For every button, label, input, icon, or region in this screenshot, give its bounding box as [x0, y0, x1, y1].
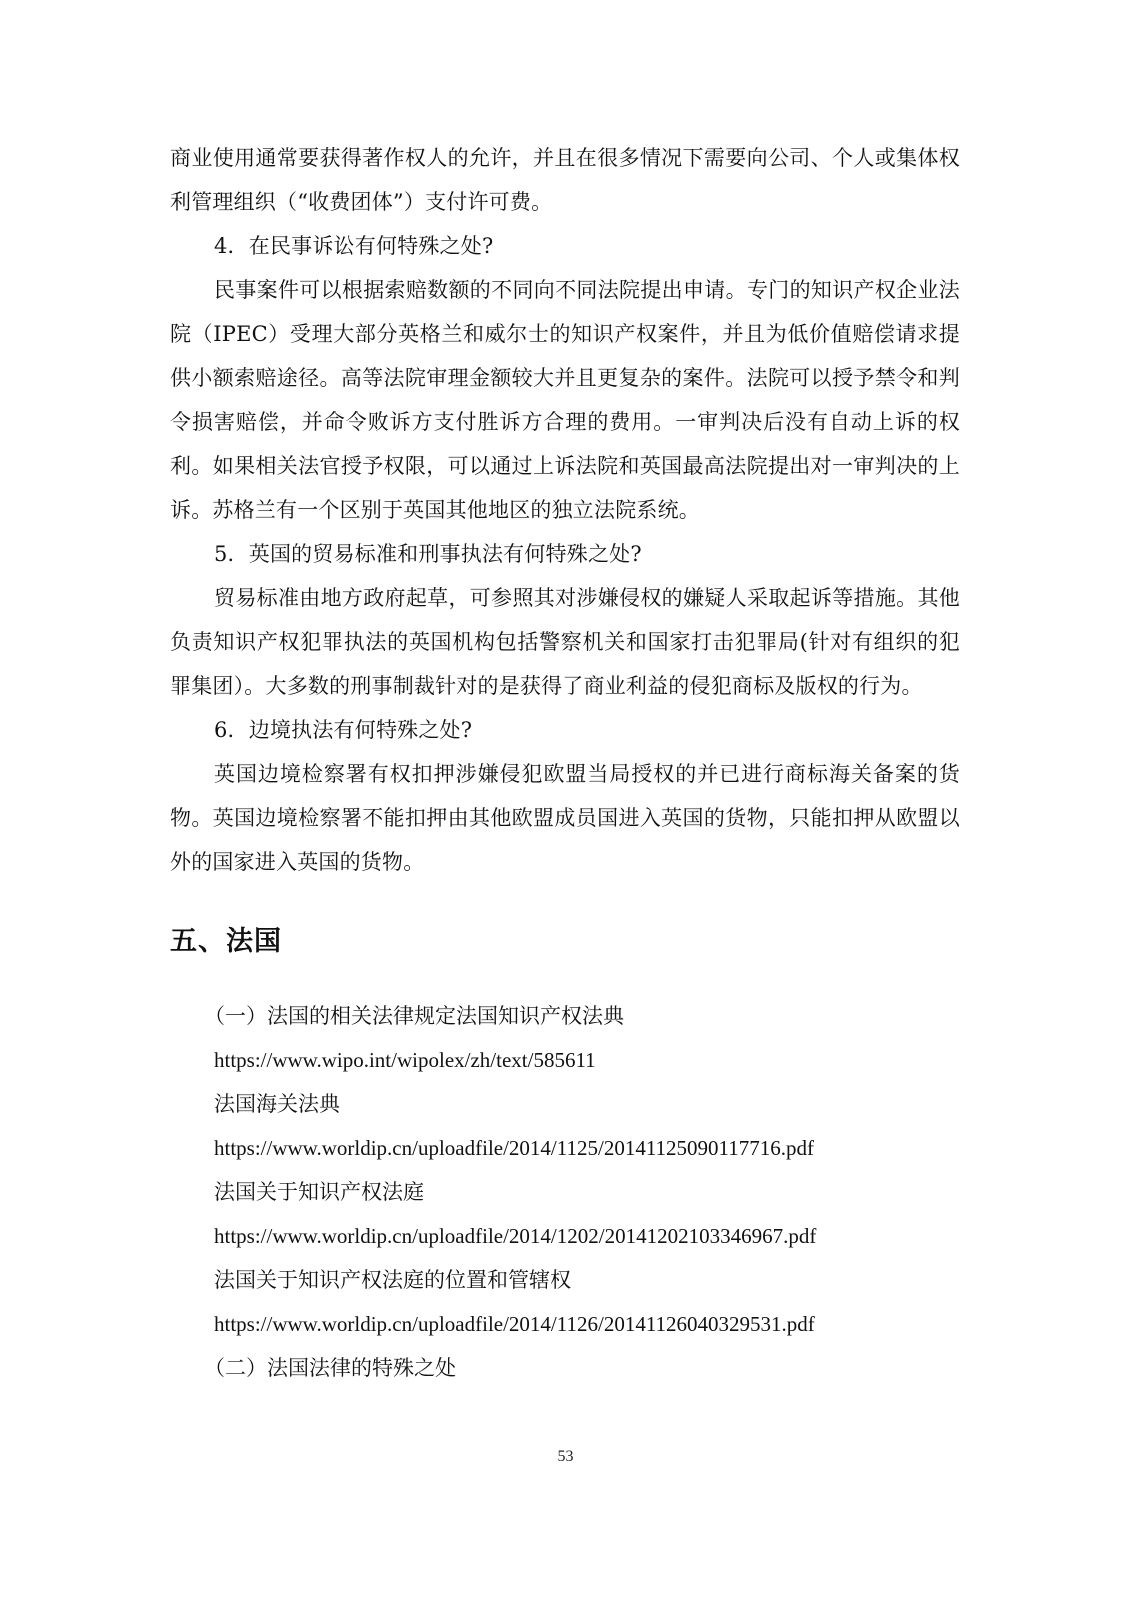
question-trading-standards: 5．英国的贸易标准和刑事执法有何特殊之处? [214, 542, 642, 566]
subsection-france-laws: （一）法国的相关法律规定法国知识产权法典 [204, 1004, 624, 1028]
subsection-france-special: （二）法国法律的特殊之处 [204, 1356, 456, 1380]
question-border-enforcement: 6．边境执法有何特殊之处? [214, 718, 473, 742]
label-customs-code: 法国海关法典 [214, 1092, 340, 1116]
answer-border-enforcement: 英国边境检察署有权扣押涉嫌侵犯欧盟当局授权的并已进行商标海关备案的货物。英国边境检察署不能扣押由其他欧盟成员国进入英国的货物，只能扣押从欧盟以外的国家进入英国的货物。 [170, 762, 960, 874]
label-ip-court-jurisdiction: 法国关于知识产权法庭的位置和管辖权 [214, 1268, 571, 1292]
section-heading-france: 五、法国 [170, 926, 282, 957]
question-civil-litigation: 4．在民事诉讼有何特殊之处? [214, 234, 494, 258]
link-wipo-ip-code[interactable]: https://www.wipo.int/wipolex/zh/text/585611 [214, 1048, 596, 1072]
link-ip-court-jurisdiction[interactable]: https://www.worldip.cn/uploadfile/2014/1126/20141126040329531.pdf [214, 1312, 815, 1336]
label-ip-court: 法国关于知识产权法庭 [214, 1180, 424, 1204]
answer-trading-standards: 贸易标准由地方政府起草，可参照其对涉嫌侵权的嫌疑人采取起诉等措施。其他负责知识产权犯罪执法的英国机构包括警察机关和国家打击犯罪局(针对有组织的犯罪集团）。大多数的刑事制裁针对的是获得了商业利益的侵犯商标及版权的行为。 [170, 586, 960, 698]
page-content [170, 136, 960, 1390]
link-ip-court[interactable]: https://www.worldip.cn/uploadfile/2014/1202/20141202103346967.pdf [214, 1224, 817, 1248]
answer-civil-litigation: 民事案件可以根据索赔数额的不同向不同法院提出申请。专门的知识产权企业法院（IPEC）受理大部分英格兰和威尔士的知识产权案件，并且为低价值赔偿请求提供小额索赔途径。高等法院审理金额较大并且更复杂的案件。法院可以授予禁令和判令损害赔偿，并命令败诉方支付胜诉方合理的费用。一审判决后没有自动上诉的权利。如果相关法官授予权限，可以通过上诉法院和英国最高法院提出对一审判决的上诉。苏格兰有一个区别于英国其他地区的独立法院系统。 [170, 278, 960, 522]
page-number: 53 [557, 1448, 574, 1465]
link-customs-code[interactable]: https://www.worldip.cn/uploadfile/2014/1125/20141125090117716.pdf [214, 1136, 815, 1160]
paragraph-copyright-license: 商业使用通常要获得著作权人的允许，并且在很多情况下需要向公司、个人或集体权利管理组织（“收费团体”）支付许可费。 [170, 146, 960, 214]
